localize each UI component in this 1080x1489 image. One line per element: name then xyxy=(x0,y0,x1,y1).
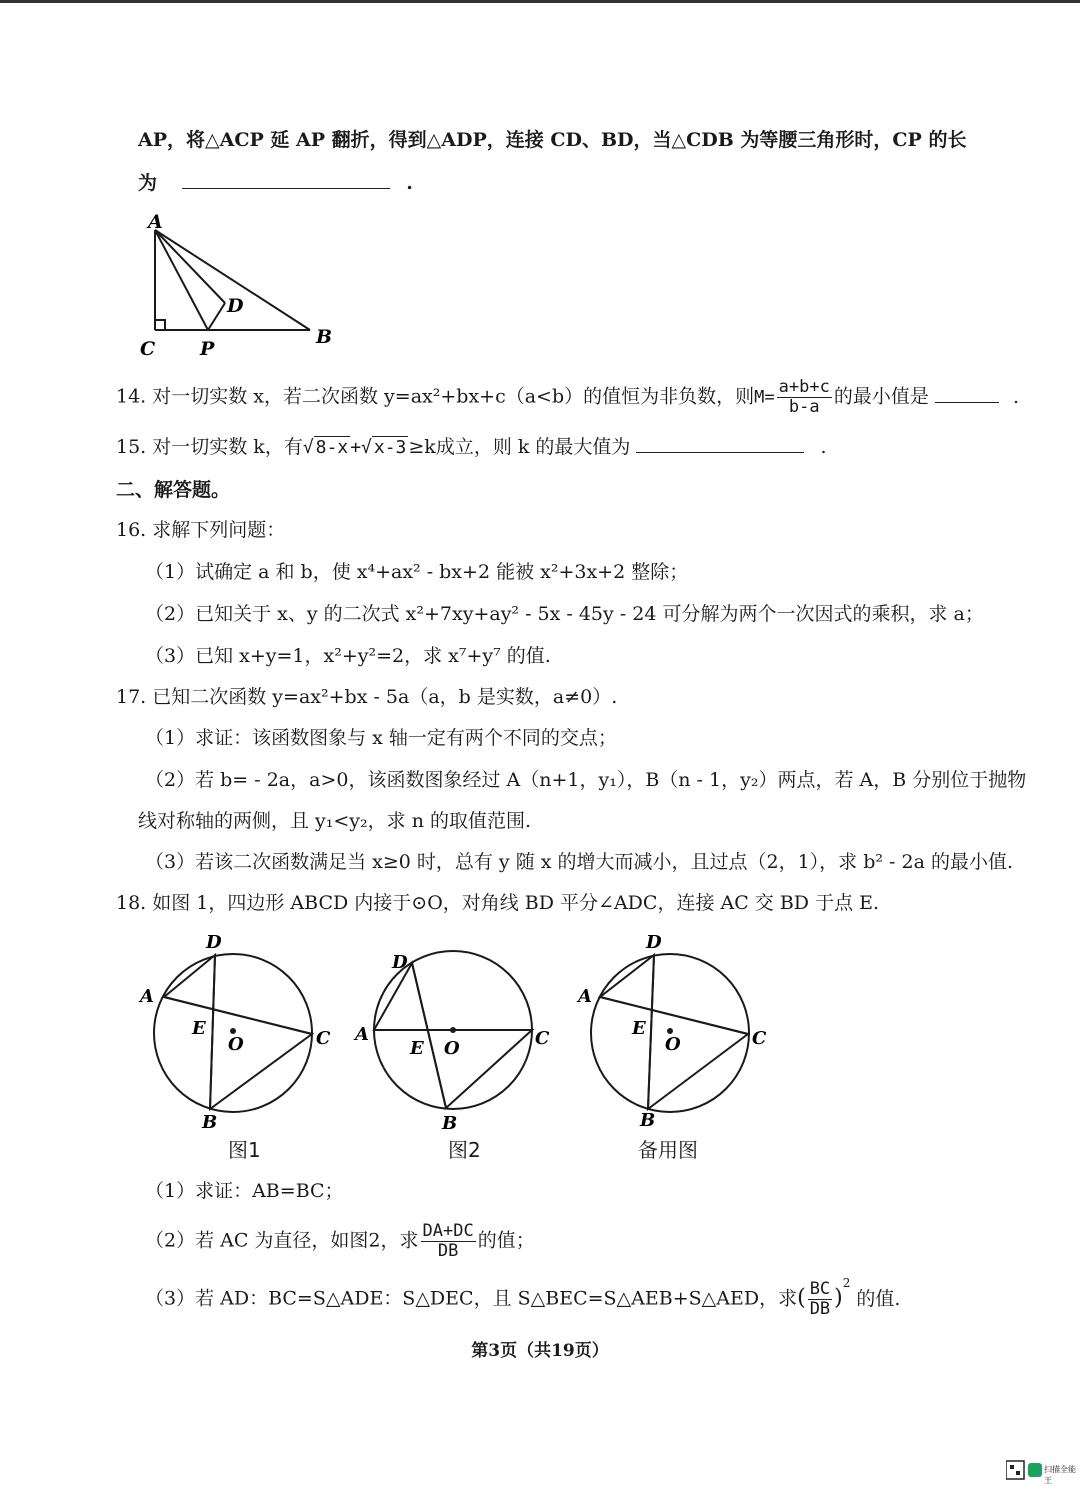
fig2-label-D: D xyxy=(392,952,408,973)
q15-text-b: ≥k成立，则 k 的最大值为 xyxy=(408,436,631,458)
q15-answer-blank xyxy=(636,434,804,453)
figure-2-caption: 图2 xyxy=(448,1138,481,1162)
fig1-label-C: C xyxy=(316,1028,331,1049)
q17-part1: （1）求证：该函数图象与 x 轴一定有两个不同的交点； xyxy=(145,727,617,749)
q18-part3-denominator: DB xyxy=(809,1299,831,1319)
q18-part2-numerator: DA+DC xyxy=(422,1221,474,1241)
q15-root2: x-3 xyxy=(373,437,407,458)
q16-part3: （3）已知 x+y=1，x²+y²=2，求 x⁷+y⁷ 的值. xyxy=(145,645,551,667)
fig2-label-A: A xyxy=(355,1024,369,1045)
circle-figure-spare xyxy=(570,928,780,1133)
q14-m: M= xyxy=(754,387,775,408)
fig1-label-E: E xyxy=(192,1018,206,1039)
q18-part2-denominator: DB xyxy=(437,1241,459,1261)
page-footer: 第3页（共19页） xyxy=(471,1341,609,1361)
q18-part3-numerator: BC xyxy=(809,1279,831,1299)
q13-answer-blank xyxy=(182,170,390,189)
q14-text-a: 对一切实数 x，若二次函数 y=ax²+bx+c（a<b）的值恒为非负数，则 xyxy=(152,385,755,408)
left-paren: ( xyxy=(797,1285,806,1311)
sqrt-icon: √ xyxy=(302,437,314,458)
q14-number: 14. xyxy=(116,385,147,408)
fig1-label-A: A xyxy=(140,986,154,1007)
sqrt-icon: √ xyxy=(361,437,372,458)
spare-label-C: C xyxy=(752,1028,767,1049)
fig1-label-B: B xyxy=(202,1112,218,1133)
spare-label-A: A xyxy=(578,986,592,1007)
circle-figure-2 xyxy=(350,938,560,1133)
q18-part3-exponent: 2 xyxy=(842,1276,851,1291)
section-heading: 二、解答题。 xyxy=(116,479,231,501)
fig1-label-D: D xyxy=(206,932,222,953)
q15-plus: + xyxy=(350,437,362,458)
spare-label-O: O xyxy=(665,1034,681,1055)
label-A: A xyxy=(148,211,163,233)
label-B: B xyxy=(316,326,333,348)
triangle-figure xyxy=(130,208,340,363)
q15-number: 15. xyxy=(116,436,147,458)
q18-part3a: （3）若 AD：BC=S△ADE：S△DEC，且 S△BEC=S△AEB+S△AED，求 xyxy=(145,1287,798,1310)
fig2-label-B: B xyxy=(442,1113,458,1133)
label-C: C xyxy=(140,338,156,360)
fig2-label-E: E xyxy=(410,1038,424,1059)
q18-part2-fraction xyxy=(421,1222,476,1261)
q13-prefix: 为 xyxy=(138,172,158,194)
center-dot xyxy=(450,1027,456,1033)
q17-part3: （3）若该二次函数满足当 x≥0 时，总有 y 随 x 的增大而减小，且过点（2，1），求 b² - 2a 的最小值. xyxy=(145,851,1013,873)
scanner-logo xyxy=(1006,1460,1076,1485)
q13-period: . xyxy=(406,172,413,194)
q15-root1: 8-x xyxy=(315,437,349,458)
q18-part3b: 的值. xyxy=(856,1287,901,1310)
q13-line2 xyxy=(138,170,413,196)
fig2-label-O: O xyxy=(444,1038,460,1059)
label-D: D xyxy=(227,295,244,317)
q18-part1: （1）求证：AB=BC； xyxy=(145,1180,344,1202)
q15 xyxy=(116,434,827,461)
right-paren: ) xyxy=(834,1285,843,1311)
spare-label-D: D xyxy=(646,932,662,953)
scanner-logo-text: 扫描全能王 xyxy=(1044,1465,1076,1485)
top-border xyxy=(0,0,1080,3)
q17-stem: 17. 已知二次函数 y=ax²+bx - 5a（a，b 是实数，a≠0）. xyxy=(116,686,618,708)
q14-text-b: 的最小值是 xyxy=(833,385,929,408)
q14-denominator: b-a xyxy=(788,397,820,417)
q16-part2: （2）已知关于 x、y 的二次式 x²+7xy+ay² - 5x - 45y - 24 可分解为两个一次因式的乘积，求 a； xyxy=(145,603,984,625)
figure-1-caption: 图1 xyxy=(228,1138,261,1162)
label-P: P xyxy=(200,338,215,360)
q17-part2a: （2）若 b= - 2a，a>0，该函数图象经过 A（n+1，y₁），B（n - 1，y₂）两点，若 A，B 分别位于抛物 xyxy=(145,769,1027,791)
q18-part2 xyxy=(145,1222,535,1261)
spare-figure-caption: 备用图 xyxy=(638,1138,698,1162)
q14 xyxy=(116,378,1019,417)
q16-stem: 16. 求解下列问题： xyxy=(116,519,286,541)
q15-text-a: 对一切实数 k，有 xyxy=(152,436,303,458)
q13-line1: AP，将△ACP 延 AP 翻折，得到△ADP，连接 CD、BD，当△CDB 为等腰三角形时，CP 的长 xyxy=(138,129,967,151)
circle-figure-1 xyxy=(130,928,340,1133)
q14-fraction xyxy=(777,378,832,417)
q16-part1: （1）试确定 a 和 b，使 x⁴+ax² - bx+2 能被 x²+3x+2 整除； xyxy=(145,561,689,583)
q14-answer-blank xyxy=(935,384,999,403)
q14-period: . xyxy=(1012,385,1019,408)
spare-label-B: B xyxy=(640,1110,656,1131)
q17-part2b: 线对称轴的两侧，且 y₁<y₂，求 n 的取值范围. xyxy=(138,810,532,832)
q14-numerator: a+b+c xyxy=(778,377,830,397)
spare-label-E: E xyxy=(632,1018,646,1039)
q15-period: . xyxy=(820,436,827,458)
q18-part2b: 的值； xyxy=(477,1229,535,1252)
q18-stem: 18. 如图 1，四边形 ABCD 内接于⊙O，对角线 BD 平分∠ADC，连接 AC 交 BD 于点 E. xyxy=(116,892,880,914)
fig2-label-C: C xyxy=(535,1028,550,1049)
fig1-label-O: O xyxy=(228,1034,244,1055)
q18-part3-fraction xyxy=(808,1280,832,1319)
q18-part3 xyxy=(145,1276,901,1319)
q18-part2a: （2）若 AC 为直径，如图2，求 xyxy=(145,1229,419,1252)
